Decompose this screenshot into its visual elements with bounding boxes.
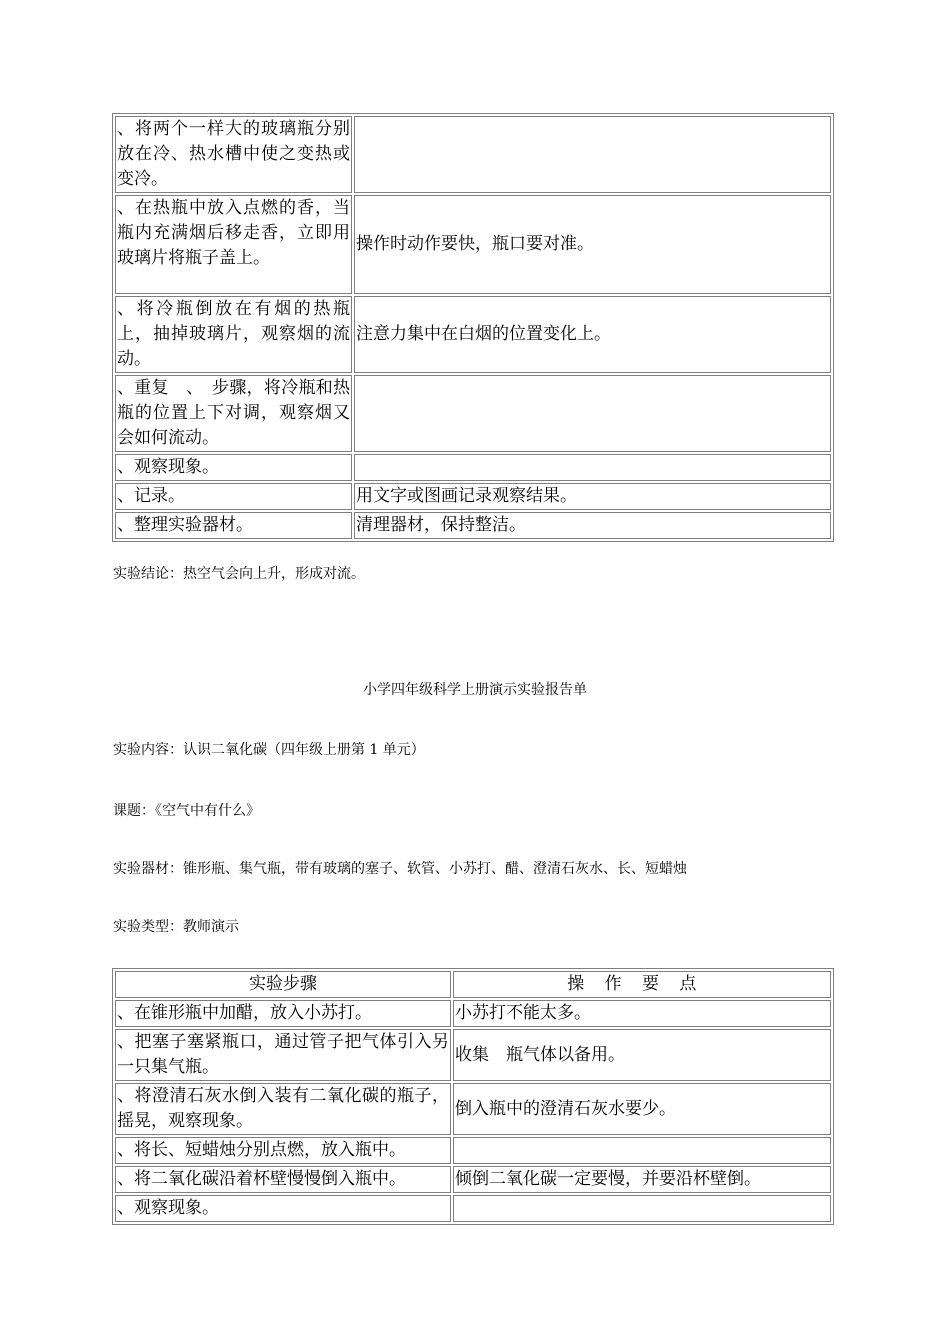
header-note: 操作要点 [453,971,831,998]
note-cell: 注意力集中在白烟的位置变化上。 [354,296,831,373]
table-header-row [115,971,831,998]
experiment-type: 实验类型：教师演示 [113,919,239,935]
table-row [115,116,831,193]
experiment-topic: 课题：《空气中有什么》 [113,803,260,819]
step-cell: 、将冷瓶倒放在有烟的热瓶上，抽掉玻璃片，观察烟的流动。 [115,296,352,373]
note-cell [354,454,831,481]
experiment-content: 实验内容：认识二氧化碳（四年级上册第 1 单元） [113,742,425,758]
note-cell: 倾倒二氧化碳一定要慢，并要沿杯壁倒。 [453,1166,831,1193]
note-cell [354,116,831,193]
table-row [115,1000,831,1027]
table-row [115,1137,831,1164]
table-row [115,375,831,452]
step-cell: 、记录。 [115,483,352,510]
step-cell: 、将长、短蜡烛分别点燃，放入瓶中。 [115,1137,451,1164]
step-cell: 、重复 、 步骤，将冷瓶和热瓶的位置上下对调，观察烟又会如何流动。 [115,375,352,452]
step-cell: 、将两个一样大的玻璃瓶分别放在冷、热水槽中使之变热或变冷。 [115,116,352,193]
step-cell: 、在热瓶中放入点燃的香，当瓶内充满烟后移走香，立即用玻璃片将瓶子盖上。 [115,195,352,294]
experiment-conclusion: 实验结论：热空气会向上升，形成对流。 [113,566,365,582]
step-cell: 、将澄清石灰水倒入装有二氧化碳的瓶子，摇晃，观察现象。 [115,1083,451,1135]
table-row [115,512,831,539]
step-cell: 、在锥形瓶中加醋，放入小苏打。 [115,1000,451,1027]
note-cell: 小苏打不能太多。 [453,1000,831,1027]
step-cell: 、观察现象。 [115,1195,451,1222]
note-cell: 清理器材，保持整洁。 [354,512,831,539]
table-row [115,1195,831,1222]
table-row [115,1083,831,1135]
table-row [115,1029,831,1081]
table-row [115,296,831,373]
report-title: 小学四年级科学上册演示实验报告单 [363,682,587,698]
step-cell: 、把塞子塞紧瓶口，通过管子把气体引入另一只集气瓶。 [115,1029,451,1081]
note-cell: 倒入瓶中的澄清石灰水要少。 [453,1083,831,1135]
table-row [115,195,831,294]
co2-steps-table [112,968,834,1225]
table-row [115,1166,831,1193]
note-cell [453,1195,831,1222]
step-cell: 、整理实验器材。 [115,512,352,539]
header-step: 实验步骤 [115,971,451,998]
table-row [115,483,831,510]
table-row [115,454,831,481]
convection-steps-table [112,113,834,542]
note-cell [354,375,831,452]
note-cell [453,1137,831,1164]
experiment-materials: 实验器材：锥形瓶、集气瓶，带有玻璃的塞子、软管、小苏打、醋、澄清石灰水、长、短蜡烛 [113,861,687,877]
step-cell: 、观察现象。 [115,454,352,481]
note-cell: 操作时动作要快，瓶口要对准。 [354,195,831,294]
step-cell: 、将二氧化碳沿着杯壁慢慢倒入瓶中。 [115,1166,451,1193]
note-cell: 收集 瓶气体以备用。 [453,1029,831,1081]
note-cell: 用文字或图画记录观察结果。 [354,483,831,510]
